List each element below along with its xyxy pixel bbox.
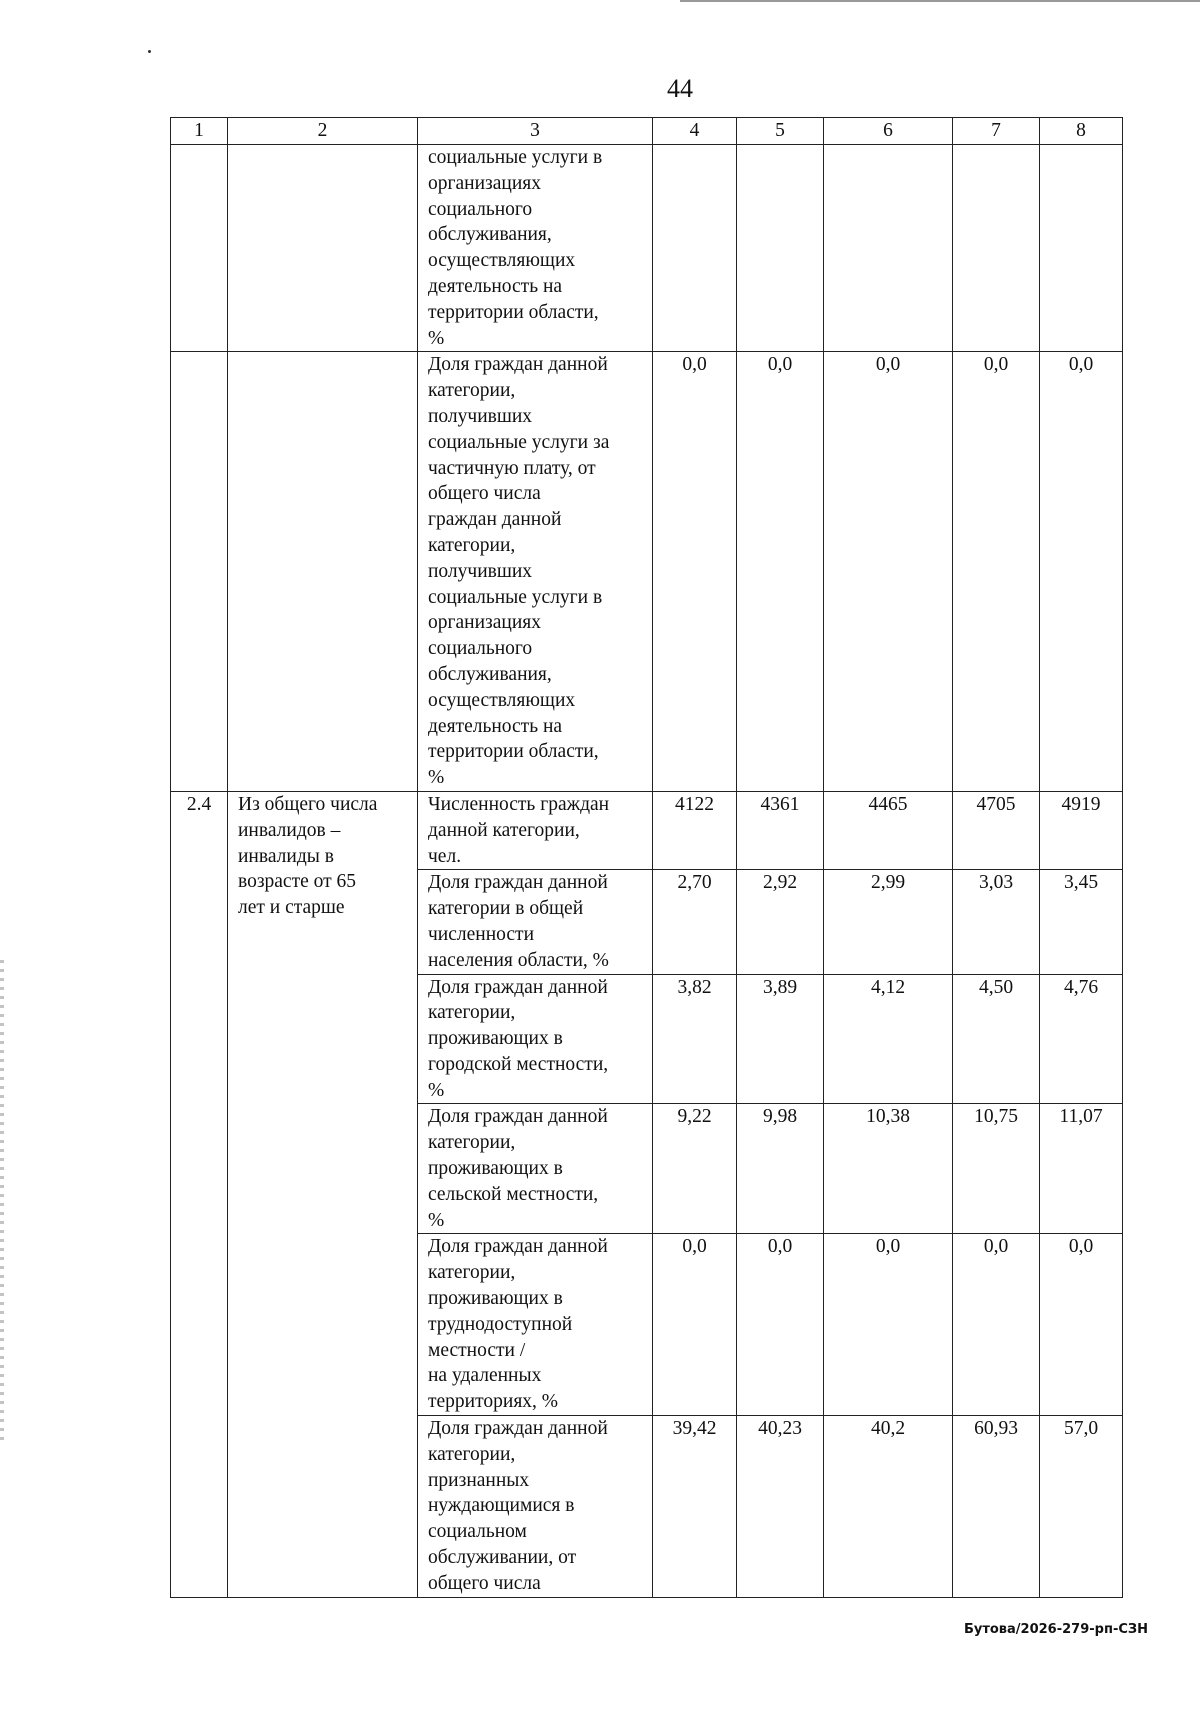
value-cell: 9,98	[737, 1104, 824, 1234]
scan-binding-marks	[0, 960, 4, 1440]
indicator-line: территориях, %	[428, 1391, 559, 1413]
category-line: возрасте от 65	[238, 871, 357, 893]
value-cell: 4,50	[953, 974, 1040, 1104]
indicator-line: категории,	[428, 534, 516, 556]
empty-cell	[228, 145, 418, 352]
value-cell: 0,0	[653, 1234, 737, 1416]
indicator-cell	[418, 1416, 653, 1598]
indicator-line: социального	[428, 198, 533, 220]
indicator-line: Доля граждан данной	[428, 354, 608, 376]
indicator-line: численности	[428, 923, 535, 945]
indicator-line: проживающих в	[428, 1028, 563, 1050]
indicator-line: деятельность на	[428, 715, 563, 737]
value-cell: 0,0	[1040, 352, 1123, 792]
indicator-cell	[418, 870, 653, 974]
empty-cell	[171, 352, 228, 792]
table-body	[171, 145, 1123, 1598]
value-cell: 2,70	[653, 870, 737, 974]
value-cell: 3,82	[653, 974, 737, 1104]
indicator-line: обслуживания,	[428, 224, 552, 246]
empty-cell	[228, 352, 418, 792]
value-cell: 0,0	[1040, 1234, 1123, 1416]
value-cell: 4,12	[824, 974, 953, 1104]
indicator-line: сельской местности,	[428, 1183, 599, 1205]
indicator-line: Доля граждан данной	[428, 872, 608, 894]
indicator-line: %	[428, 1209, 445, 1231]
indicator-line: деятельность на	[428, 275, 563, 297]
column-header: 4	[653, 118, 737, 145]
value-cell: 2,99	[824, 870, 953, 974]
value-cell: 4,76	[1040, 974, 1123, 1104]
indicator-line: территории области,	[428, 741, 599, 763]
indicator-line: %	[428, 327, 445, 349]
value-cell: 4361	[737, 791, 824, 869]
scan-speck	[148, 50, 151, 53]
indicator-line: социальные услуги в	[428, 147, 603, 168]
value-cell: 3,89	[737, 974, 824, 1104]
indicator-line: организациях	[428, 612, 541, 634]
value-cell: 57,0	[1040, 1416, 1123, 1598]
indicator-line: категории в общей	[428, 898, 584, 920]
value-cell: 60,93	[953, 1416, 1040, 1598]
indicator-line: Доля граждан данной	[428, 1418, 608, 1440]
value-cell: 39,42	[653, 1416, 737, 1598]
indicator-line: категории,	[428, 1002, 516, 1024]
value-cell	[824, 145, 953, 352]
table-row	[171, 145, 1123, 352]
indicator-cell	[418, 974, 653, 1104]
indicator-line: социальные услуги в	[428, 586, 603, 608]
indicator-line: труднодоступной	[428, 1313, 573, 1335]
indicator-line: получивших	[428, 405, 533, 427]
value-cell: 0,0	[953, 1234, 1040, 1416]
value-cell: 40,23	[737, 1416, 824, 1598]
indicator-line: территории области,	[428, 301, 599, 323]
indicator-line: осуществляющих	[428, 689, 576, 711]
table-row	[171, 791, 1123, 869]
indicator-line: признанных	[428, 1469, 530, 1491]
indicator-line: организациях	[428, 172, 541, 194]
indicator-line: Доля граждан данной	[428, 1236, 608, 1258]
value-cell	[737, 145, 824, 352]
indicator-cell	[418, 791, 653, 869]
indicator-cell	[418, 352, 653, 792]
value-cell: 3,03	[953, 870, 1040, 974]
column-header: 7	[953, 118, 1040, 145]
indicator-line: осуществляющих	[428, 250, 576, 272]
indicator-line: %	[428, 767, 445, 789]
indicator-line: общего числа	[428, 483, 541, 505]
indicator-line: социальные услуги за	[428, 431, 610, 453]
category-line: лет и старше	[238, 897, 345, 919]
value-cell: 0,0	[653, 352, 737, 792]
value-cell: 10,38	[824, 1104, 953, 1234]
value-cell: 0,0	[737, 352, 824, 792]
section-category	[228, 791, 418, 1597]
column-header: 6	[824, 118, 953, 145]
indicator-line: категории,	[428, 1262, 516, 1284]
value-cell: 0,0	[824, 352, 953, 792]
value-cell: 4705	[953, 791, 1040, 869]
indicator-line: социальном	[428, 1521, 527, 1543]
indicator-line: чел.	[428, 845, 462, 867]
indicator-line: частичную плату, от	[428, 457, 596, 479]
value-cell: 0,0	[824, 1234, 953, 1416]
indicator-line: населения области, %	[428, 949, 609, 971]
indicator-line: Доля граждан данной	[428, 1106, 608, 1128]
value-cell: 0,0	[737, 1234, 824, 1416]
value-cell: 2,92	[737, 870, 824, 974]
indicator-line: социального	[428, 638, 533, 660]
section-index: 2.4	[171, 791, 228, 1597]
value-cell	[653, 145, 737, 352]
indicator-line: %	[428, 1079, 445, 1101]
value-cell: 3,45	[1040, 870, 1123, 974]
value-cell: 4465	[824, 791, 953, 869]
page-number: 44	[667, 74, 693, 103]
value-cell	[1040, 145, 1123, 352]
indicator-line: данной категории,	[428, 819, 580, 841]
indicator-line: городской местности,	[428, 1053, 609, 1075]
table-header	[171, 118, 1123, 145]
indicator-line: проживающих в	[428, 1158, 563, 1180]
value-cell: 10,75	[953, 1104, 1040, 1234]
indicator-cell	[418, 145, 653, 352]
column-header: 5	[737, 118, 824, 145]
category-line: Из общего числа	[238, 793, 378, 815]
value-cell: 4122	[653, 791, 737, 869]
value-cell: 0,0	[953, 352, 1040, 792]
value-cell: 4919	[1040, 791, 1123, 869]
indicator-line: местности /	[428, 1339, 526, 1361]
indicator-line: категории,	[428, 380, 516, 402]
value-cell: 11,07	[1040, 1104, 1123, 1234]
indicator-cell	[418, 1234, 653, 1416]
value-cell: 9,22	[653, 1104, 737, 1234]
table-row	[171, 352, 1123, 792]
scan-edge-line	[680, 0, 1200, 2]
indicator-line: граждан данной	[428, 509, 562, 531]
indicator-line: обслуживании, от	[428, 1547, 577, 1569]
document-code: Бутова/2026-279-рп-СЗН	[963, 1622, 1148, 1637]
indicator-line: категории,	[428, 1443, 516, 1465]
empty-cell	[171, 145, 228, 352]
category-line: инвалидов –	[238, 819, 341, 841]
column-header: 3	[418, 118, 653, 145]
column-header: 2	[228, 118, 418, 145]
indicator-line: проживающих в	[428, 1288, 563, 1310]
column-header: 1	[171, 118, 228, 145]
indicator-line: Доля граждан данной	[428, 976, 608, 998]
value-cell: 40,2	[824, 1416, 953, 1598]
indicator-line: Численность граждан	[428, 793, 610, 815]
indicator-line: получивших	[428, 560, 533, 582]
indicators-table	[170, 117, 1123, 1598]
indicator-line: общего числа	[428, 1572, 541, 1594]
header-row	[171, 118, 1123, 145]
indicator-line: на удаленных	[428, 1365, 542, 1387]
indicator-line: нуждающимися в	[428, 1495, 575, 1517]
value-cell	[953, 145, 1040, 352]
indicator-line: обслуживания,	[428, 663, 552, 685]
indicator-cell	[418, 1104, 653, 1234]
column-header: 8	[1040, 118, 1123, 145]
category-line: инвалиды в	[238, 845, 334, 867]
indicator-line: категории,	[428, 1132, 516, 1154]
